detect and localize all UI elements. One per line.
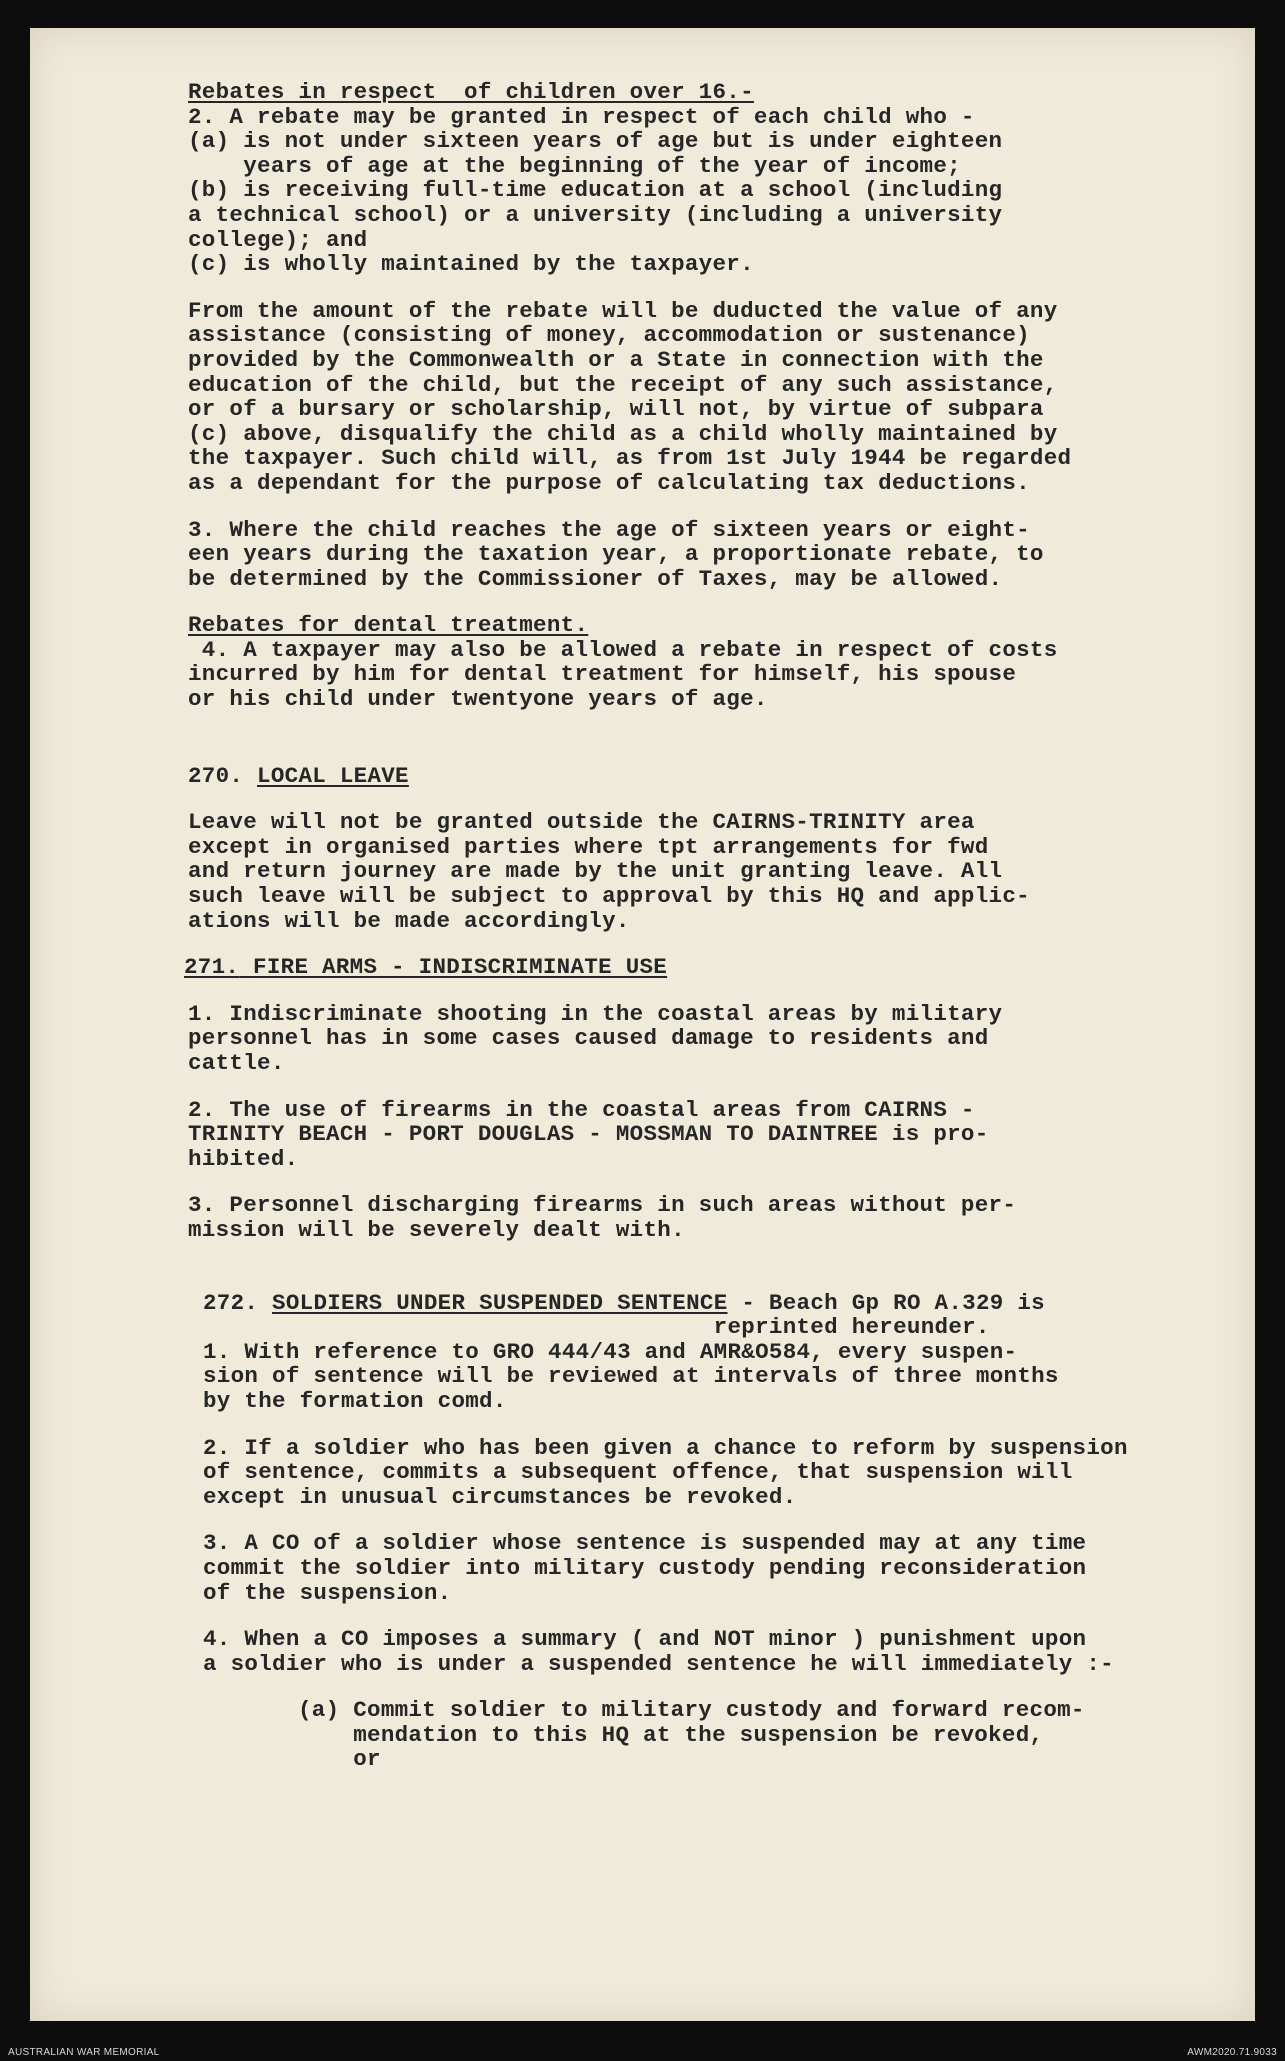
text-line: (a) Commit soldier to military custody and forward recom- [298,1697,1085,1724]
text-line: reprinted hereunder. [203,1314,990,1341]
text-line: 2. The use of firearms in the coastal areas from CAIRNS - [188,1096,975,1123]
text-line: mendation to this HQ at the suspension be revoked, [298,1721,1044,1748]
text-line: 1. Indiscriminate shooting in the coastal areas by military [188,1000,1003,1027]
text-line: a soldier who is under a suspended sentence he will immediately :- [203,1650,1114,1677]
section-heading-rebates-children: Rebates in respect of children over 16.- [188,79,754,105]
text-line: years of age at the beginning of the year of income; [188,152,961,179]
text-line: hibited. [188,1145,299,1172]
text-line: except in organised parties where tpt arrangements for fwd [188,833,989,860]
text-line: such leave will be subject to approval by this HQ and applic- [188,883,1030,910]
text-line: be determined by the Commissioner of Taxes, may be allowed. [188,565,1003,592]
section-heading-272: 272. SOLDIERS UNDER SUSPENDED SENTENCE - Beach Gp RO A.329 is [203,1289,1045,1316]
text-line: or his child under twentyone years of age. [188,686,768,713]
text-line: the taxpayer. Such child will, as from 1st July 1944 be regarded [188,445,1072,472]
text-line: assistance (consisting of money, accommodation or sustenance) [188,322,1030,349]
text-line: From the amount of the rebate will be duducted the value of any [188,297,1058,324]
text-line: 3. Where the child reaches the age of sixteen years or eight- [188,516,1030,543]
text-line: of sentence, commits a subsequent offence, that suspension will [203,1459,1073,1486]
text-line: of the suspension. [203,1579,452,1606]
text-line: cattle. [188,1050,285,1076]
text-line: education of the child, but the receipt of any such assistance, [188,371,1058,398]
text-line: 2. A rebate may be granted in respect of each child who - [188,103,975,130]
section-heading-270: 270. LOCAL LEAVE [188,762,409,789]
text-line: (c) is wholly maintained by the taxpayer. [188,251,754,278]
footer-accession-number: AWM2020.71.9033 [1187,2047,1277,2058]
text-line: provided by the Commonwealth or a State in connection with the [188,346,1044,373]
text-line: 3. A CO of a soldier whose sentence is suspended may at any time [203,1530,1087,1557]
text-line: TRINITY BEACH - PORT DOUGLAS - MOSSMAN TO DAINTREE is pro- [188,1121,989,1148]
text-line: (b) is receiving full-time education at a school (including [188,177,1003,204]
text-line: Leave will not be granted outside the CAIRNS-TRINITY area [188,809,975,836]
text-line: 1. With reference to GRO 444/43 and AMR&O584, every suspen- [203,1338,1018,1365]
text-line: (a) is not under sixteen years of age but is under eighteen [188,128,1003,155]
section-heading-rebates-dental: Rebates for dental treatment. [188,612,589,639]
text-line: by the formation comd. [203,1387,507,1414]
section-heading-271: 271. FIRE ARMS - INDISCRIMINATE USE [184,954,668,981]
text-line: a technical school) or a university (including a university [188,201,1003,228]
text-line: and return journey are made by the unit granting leave. All [188,858,1003,885]
document-body [184,79,1188,1773]
text-line: incurred by him for dental treatment for himself, his spouse [188,661,1017,688]
text-line: (c) above, disqualify the child as a child wholly maintained by [188,420,1058,447]
text-line: except in unusual circumstances be revoked. [203,1483,797,1510]
text-line: 4. A taxpayer may also be allowed a rebate in respect of costs [188,636,1058,663]
text-line: 4. When a CO imposes a summary ( and NOT minor ) punishment upon [203,1626,1087,1653]
text-line: college); and [188,226,368,253]
text-line: ations will be made accordingly. [188,907,630,934]
text-line: as a dependant for the purpose of calculating tax deductions. [188,469,1030,496]
text-line: personnel has in some cases caused damage to residents and [188,1025,989,1052]
text-line: 2. If a soldier who has been given a chance to reform by suspension [203,1434,1128,1461]
text-line: sion of sentence will be reviewed at intervals of three months [203,1363,1059,1390]
text-line: or of a bursary or scholarship, will not, by virtue of subpara [188,396,1044,423]
text-line: mission will be severely dealt with. [188,1216,685,1243]
text-line: commit the soldier into military custody pending reconsideration [203,1554,1087,1581]
text-line: een years during the taxation year, a proportionate rebate, to [188,541,1044,568]
footer-source-label: AUSTRALIAN WAR MEMORIAL [8,2047,160,2058]
text-line: 3. Personnel discharging firearms in such areas without per- [188,1192,1017,1219]
text-line: or [298,1746,381,1773]
